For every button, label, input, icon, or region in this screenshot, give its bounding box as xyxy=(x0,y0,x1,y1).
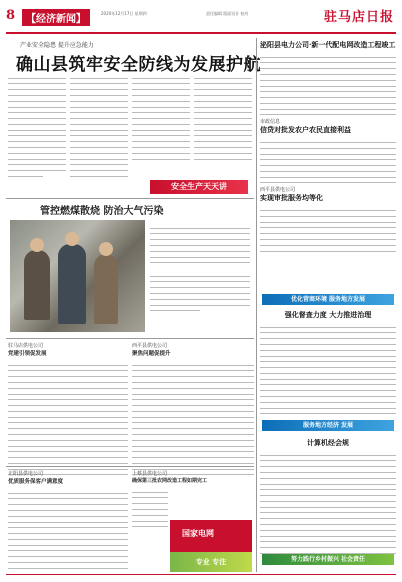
lead-body-column xyxy=(70,74,128,194)
story-block xyxy=(8,470,128,576)
story-label: 市政信息 xyxy=(260,119,281,126)
safety-banner: 安全生产天天讲 xyxy=(150,180,248,194)
right-column xyxy=(260,40,396,253)
lead-body-column xyxy=(132,74,190,194)
paper-name: 驻马店日报 xyxy=(323,10,394,25)
advert-logo: 国家电网 xyxy=(182,529,214,538)
story-block xyxy=(132,342,254,477)
lead-headline: 确山县筑牢安全防线为发展护航 xyxy=(16,55,261,75)
story-headline: 强化督查力度 大力推进治理 xyxy=(284,310,372,319)
story-block xyxy=(8,342,128,477)
lead-body-column xyxy=(194,74,252,194)
section-divider xyxy=(6,338,254,339)
service-banner: 优化营商环境 服务地方发展 xyxy=(262,294,394,305)
responsibility-banner: 努力践行乡村振兴 社会责任 xyxy=(262,554,394,565)
lead-kicker: 产业安全隐患 提升应急能力 xyxy=(20,42,94,49)
story-label: 正阳县供电公司 xyxy=(8,471,44,477)
date-line: 2020年12月17日 星期四 xyxy=(101,11,147,16)
advert xyxy=(170,520,252,572)
story-label: 上蔡县供电公司 xyxy=(132,471,168,477)
photo-caption xyxy=(150,272,250,320)
story-block xyxy=(260,438,396,555)
feature-photo xyxy=(10,220,145,332)
story-headline: 聚焦问题促提升 xyxy=(132,351,171,357)
story-headline: 实现审批服务均等化 xyxy=(260,193,323,203)
masthead xyxy=(6,6,396,34)
story-label: 驻马店供电公司 xyxy=(8,343,44,349)
footer-rule xyxy=(6,574,396,580)
story-headline: 党建引领促发展 xyxy=(8,351,47,357)
story-label: 西平县供电公司 xyxy=(260,187,296,194)
lead-body-column xyxy=(8,74,66,194)
section-divider xyxy=(6,198,254,199)
lead-body xyxy=(6,74,254,194)
feature-body xyxy=(150,224,250,268)
feature-headline: 管控燃煤散烧 防治大气污染 xyxy=(40,206,164,217)
story-headline: 泌阳县电力公司·新一代配电网改造工程竣工 xyxy=(260,40,396,49)
story-headline: 优质服务保客户满意度 xyxy=(8,479,64,485)
section-tag: 【经济新闻】 xyxy=(22,9,90,26)
column-divider xyxy=(256,38,257,572)
section-divider xyxy=(6,466,254,467)
story-block xyxy=(260,310,396,416)
story-headline: 确保第三批农网改造工程如期完工 xyxy=(132,478,208,484)
page-number: 8 xyxy=(6,8,16,23)
story-headline: 计算机经会规 xyxy=(307,438,349,447)
advert-strip: 专业 专注 xyxy=(170,552,252,572)
story-label: 西平县供电公司 xyxy=(132,343,168,349)
service-banner-2: 服务地方经济 发展 xyxy=(262,420,394,431)
story-headline: 信贷对批发农户农民直接利益 xyxy=(260,125,351,135)
editor-line: 责任编辑 版面设计 校对 xyxy=(206,11,249,16)
